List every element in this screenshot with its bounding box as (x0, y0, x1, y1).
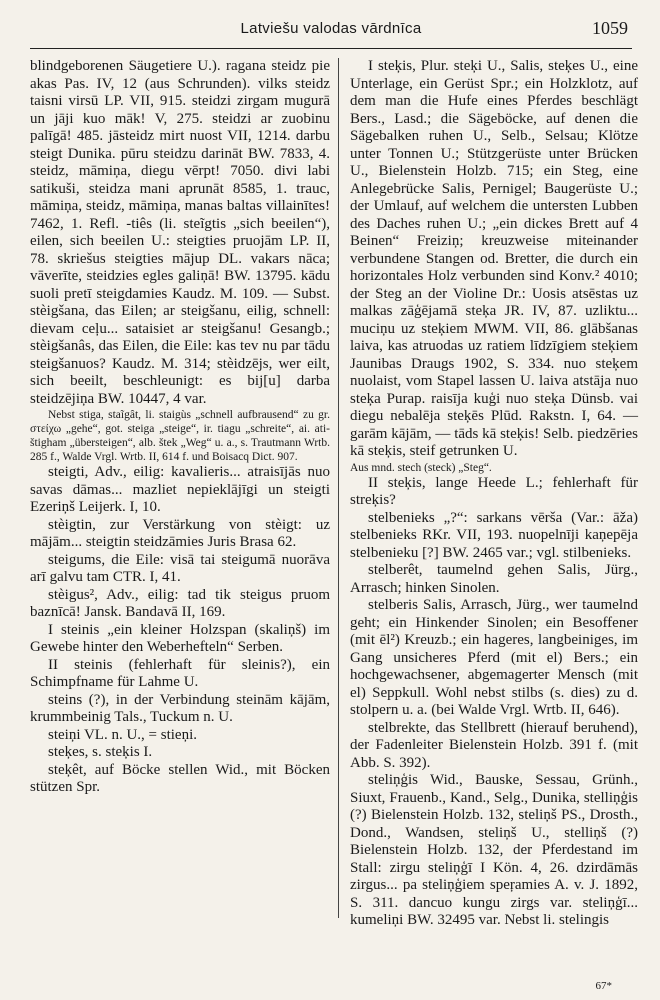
dictionary-entry: steliņģis Wid., Bauske, Sessau, Grünh., Siuxt, Frauenb., Kand., Selg., Dunika, stelliņģis (?) Bielenstein Holzb. 132, steliņš PS., Drosth., Dond., Wandsen, steliņš U., stelliņš (?) Bielenstein Holzb. 132, der Pferdestand im Stall: zirgu steliņģī I Kön. 4, 26. dzirdāmās zirgus... pa steliņģiem speŗamies A. v. J. 1892, S. 311. dancuo kungu zirgs var. steliņģī... kumeliņi BW. 32495 var. Nebst li. stelingis (350, 772, 638, 928)
dictionary-entry: stèigtin, zur Verstärkung von stèigt: uz mājām... steigtin steidzāmies Juris Brasa 62. (30, 516, 330, 550)
dictionary-entry: steķêt, auf Böcke stellen Wid., mit Böcken stützen Spr. (30, 761, 330, 795)
dictionary-entry: steigti, Adv., eilig: kavalieris... atraisījās nuo savas dāmas... mazliet nepieklājīgi un steigti Ezeriņš Leijerk. I, 10. (30, 464, 330, 515)
dictionary-entry: Aus mnd. stech (steck) „Steg“. (350, 461, 492, 474)
dictionary-entry: stelberêt, taumelnd gehen Salis, Jürg., Arrasch; hinken Sinolen. (350, 562, 638, 596)
dictionary-entry: I steķis, Plur. steķi U., Salis, steķes U., eine Unterlage, ein Gerüst Spr.; ein Holzklotz, auf dem man die Hufe eines Pferdes beschlägt Bers., Lasd.; die Sägeböcke, auf denen die Sägebalken ruhen U., Selb., Selsau; Klötze unter Tonnen U.; Stützgerüste unter Brücken U., Bielenstein Holzb. 715; ein Steg, eine Anlegebrücke Salis, Pernigel; Baugerüste U.; der Umlauf, auf welchem die untersten Lubben des Daches ruhen U.; „ein dickes Brett auf 4 Beinen“ Freiziņ; kreuzweise miteinander verbundene Stangen od. Bretter, die durch ein horizontales Holz verbunden sind Konv.² 4010; der Steg an der Violine Dr.: Uosis atsēstas uz malkas zāģējamā steķa JR. IV, 87. uzliktu... muciņu uz steķiem MWM. VII, 86. glābšanas laiva, kas atruodas uz ratiem līdzīgiem steķiem Jaunibas Draugs 1902, S. 334. nuo steķem nuolaist, vom Stapel lassen U. laiva atstāja nuo steķa Purap. raisīja kuģi nuo steķa Dünsb. vai diegu nebalēja steķēs Plūd. Rakstn. I, 64. — garām kājām, — tāds kā steķis! Selb. piedzēries kā steķis, steif getrunken U. (350, 58, 638, 459)
printer-signature: 67* (595, 980, 612, 992)
dictionary-entry: stelberis Salis, Arrasch, Jürg., wer taumelnd geht; ein Hinkender Sinolen; ein Besoffener (mit ēl²) Kreuzb.; ein hageres, langbeiniges, im Gang unsicheres Pferd (mit el) Bers.; ein hochgewachsener, abgemagerter Mensch (mit el) Seppkull. Wohl nebst stilbs (s. dies) zu d. stolpern u. a. (bei Walde Vrgl. Wrtb. II, 646). (350, 597, 638, 718)
dictionary-entry: steins (?), in der Verbindung steinām kājām, krummbeinig Tals., Tuckum n. U. (30, 691, 330, 725)
dictionary-entry: I steinis „ein kleiner Holzspan (skaliņš) im Gewebe hinter den Weberhefteln“ Serben. (30, 621, 330, 655)
page-header (30, 14, 632, 49)
dictionary-entry: steigums, die Eile: visā tai steigumā nuorāva arī galvu tam CTR. I, 41. (30, 551, 330, 585)
dictionary-entry: II steķis, lange Heede L.; fehlerhaft für streķis? (350, 474, 638, 508)
dictionary-entry: Nebst stiga, staĩgât, li. staigùs „schnell aufbrausend“ zu gr. στείχω „gehe“, got. steiga „steige“, ir. tiagu „schreite“, ai. ati-štigham „übersteigen“, alb. štek „Weg“ u. a., s. Trautmann Wrtb. 285 f., Walde Vrgl. Wrtb. II, 614 f. und Boisacq Dict. 907. (30, 409, 330, 463)
dictionary-entry: stelbenieks „?“: sarkans vērša (Var.: āža) stelbenieks RKr. VII, 193. nuopelnīji kaņepēja stelbenieku [?] BW. 2465 var.; vgl. stilbenieks. (350, 509, 638, 561)
dictionary-entry: steķes, s. steķis I. (48, 744, 153, 760)
dictionary-entry: blindgeborenen Säugetiere U.). ragana steidz pie akas Pas. IV, 12 (aus Schrunden). vilks steidz taisni virsū LP. VII, 915. steidzi zirgam mugurā un jāji kuo māk! V, 275. steidzi ar zuobinu palīgā! 485. jāsteidz mirt nuost VII, 1214. darbu steigt Dunika. pūru steidzu darināt BW. 7833, 4. steidz, māmiņa, diegu vērpt! 7050. divi labi satikuši, steidza mani aprunāt 8585, 1. trauc, māmiņa, steidz, māmiņa, manas baltas villainītes! 7462, 1. Refl. -tiês (li. steĩgtis „sich beeilen“), eilen, sich beeilen U.: steigties pruojām LP. II, 78. skriešus steigties mājup DL. vakars nāca; vāverīte, steidzies egles galiņā! BW. 13795. kādu suoli pretī steigdamies Kaudz. M. 109. — Subst. stèigšana, das Eilen; ar steigšanu, eilig, schnell: dievam ceļu... sataisiet ar steigšanu! Gesangb.; stèigšanâs, das Eilen, die Eile: kas tev nu par tādu steigšanuos? Kaudz. M. 314; stèidzējs, wer eilt, sich beeilt, beschleunigt: es bij[u] darba steidzējiņa BW. 10447, 4 var. (30, 58, 330, 407)
page-title: Latviešu valodas vārdnīca (240, 20, 422, 37)
dictionary-entry: stelbrekte, das Stellbrett (hierauf beruhend), der Fadenleiter Bielenstein Holzb. 391 f. (mit Abb. S. 392). (350, 719, 638, 771)
dictionary-entry: stèigus², Adv., eilig: tad tik steigus pruom baznīcā! Jansk. Bandavā II, 169. (30, 586, 330, 620)
dictionary-entry: II steinis (fehlerhaft für sleinis?), ein Schimpfname für Lahme U. (30, 656, 330, 690)
dictionary-entry: steiņi VL. n. U., = stieņi. (48, 726, 198, 743)
right-column (350, 58, 638, 930)
left-column (30, 58, 330, 797)
column-divider (338, 58, 339, 918)
page-number: 1059 (592, 18, 628, 38)
